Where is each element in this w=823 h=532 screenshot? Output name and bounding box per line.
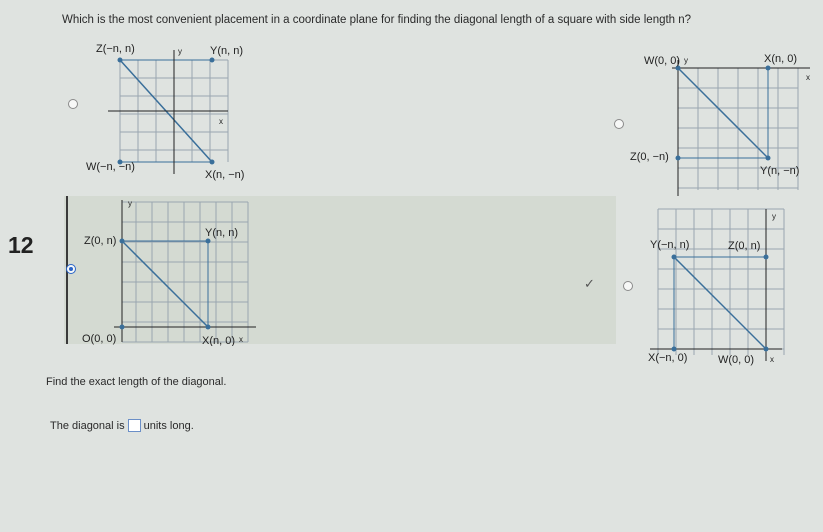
option-b-radio[interactable] xyxy=(614,119,624,129)
option-b-label-top-right: X(n, 0) xyxy=(764,53,798,65)
option-c-label-bottom-right: X(n, 0) xyxy=(202,335,236,346)
option-c-label-top-left: Z(0, n) xyxy=(84,235,117,247)
question-number: 12 xyxy=(8,232,34,258)
option-d-label-bottom-right: W(0, 0) xyxy=(718,354,755,366)
option-a-label-bottom-right: X(n, −n) xyxy=(205,169,245,181)
answer-input[interactable] xyxy=(128,419,141,432)
option-c-x-label: x xyxy=(239,335,243,344)
option-a-label-top-right: Y(n, n) xyxy=(210,45,244,57)
option-b-label-bottom-right: Y(n, −n) xyxy=(760,165,800,177)
option-b-x-label: x xyxy=(806,73,810,82)
option-d-graph[interactable] xyxy=(636,205,820,370)
option-d-label-top-left: Y(−n, n) xyxy=(650,239,690,251)
option-b-y-label: y xyxy=(684,56,688,65)
option-a-radio[interactable] xyxy=(68,99,78,109)
option-d-label-bottom-left: X(−n, 0) xyxy=(648,352,688,364)
option-a-y-label: y xyxy=(178,47,182,56)
answer-suffix: units long. xyxy=(143,419,194,432)
option-c-graph[interactable] xyxy=(76,196,276,346)
checkmark-icon: ✓ xyxy=(584,276,595,291)
option-c-y-label: y xyxy=(128,199,132,208)
option-a-label-top-left: Z(−n, n) xyxy=(96,43,135,55)
option-a-label-bottom-left: W(−n, −n) xyxy=(86,161,135,173)
instruction-text: Find the exact length of the diagonal. xyxy=(46,376,227,388)
option-c-radio[interactable] xyxy=(66,264,76,274)
option-d-x-label: x xyxy=(770,355,774,364)
option-b-label-bottom-left: Z(0, −n) xyxy=(630,151,669,163)
option-b-label-top-left: W(0, 0) xyxy=(644,55,681,67)
option-d-label-top-right: Z(0, n) xyxy=(728,240,761,252)
option-a-graph[interactable] xyxy=(80,38,280,186)
option-a-x-label: x xyxy=(219,117,223,126)
answer-row xyxy=(50,419,194,432)
option-c-label-top-right: Y(n, n) xyxy=(205,227,239,239)
option-c-label-bottom-left: O(0, 0) xyxy=(82,333,117,345)
option-d-radio[interactable] xyxy=(623,281,633,291)
option-b-graph[interactable] xyxy=(628,50,820,200)
question-text: Which is the most convenient placement in a coordinate plane for finding the diagonal length of a square with side length n? xyxy=(62,14,692,26)
answer-prefix: The diagonal is xyxy=(50,419,125,432)
option-d-y-label: y xyxy=(772,212,776,221)
